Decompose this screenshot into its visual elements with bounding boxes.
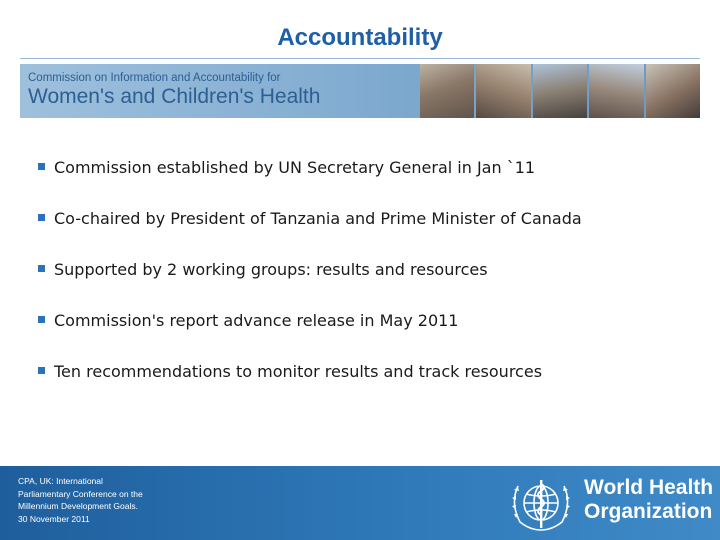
banner-photo: [646, 64, 700, 118]
bullet-item: [38, 362, 698, 413]
footer-line: 30 November 2011: [18, 513, 90, 524]
who-logo-line: World Health: [584, 476, 714, 499]
banner-title: Women's and Children's Health: [28, 85, 321, 108]
who-logo-text: [584, 476, 713, 524]
bullet-text: Ten recommendations to monitor results and track resources: [54, 362, 543, 381]
footer-line: CPA, UK: International: [18, 476, 103, 486]
bullet-item: [38, 209, 698, 260]
banner-subtitle: Commission on Information and Accountability for: [28, 72, 281, 84]
slide-title: Accountability: [277, 24, 443, 51]
banner-photo: [589, 64, 643, 118]
banner-photo: [533, 64, 587, 118]
bullet-list: [38, 158, 698, 413]
square-bullet-icon: [38, 367, 45, 374]
footer-line: Millennium Development Goals.: [18, 501, 138, 511]
commission-banner: [20, 64, 700, 118]
bullet-item: [38, 311, 698, 362]
square-bullet-icon: [38, 214, 45, 221]
square-bullet-icon: [38, 163, 45, 170]
bullet-item: [38, 260, 698, 311]
bullet-text: Co-chaired by President of Tanzania and Prime Minister of Canada: [54, 209, 582, 228]
banner-photo: [476, 64, 530, 118]
bullet-text: Commission's report advance release in May 2011: [54, 311, 459, 330]
title-divider: [20, 58, 700, 59]
footer-bar: [0, 466, 720, 540]
who-logo-line: Organization: [584, 500, 713, 523]
banner-photo: [420, 64, 474, 118]
footer-line: Parliamentary Conference on the: [18, 488, 143, 499]
footer-event-info: [18, 475, 143, 525]
banner-photo-strip: [420, 64, 700, 118]
bullet-text: Supported by 2 working groups: results and resources: [54, 260, 488, 279]
bullet-item: [38, 158, 698, 209]
square-bullet-icon: [38, 265, 45, 272]
square-bullet-icon: [38, 316, 45, 323]
bullet-text: Commission established by UN Secretary General in Jan `11: [54, 158, 536, 177]
who-emblem-icon: [506, 472, 576, 534]
